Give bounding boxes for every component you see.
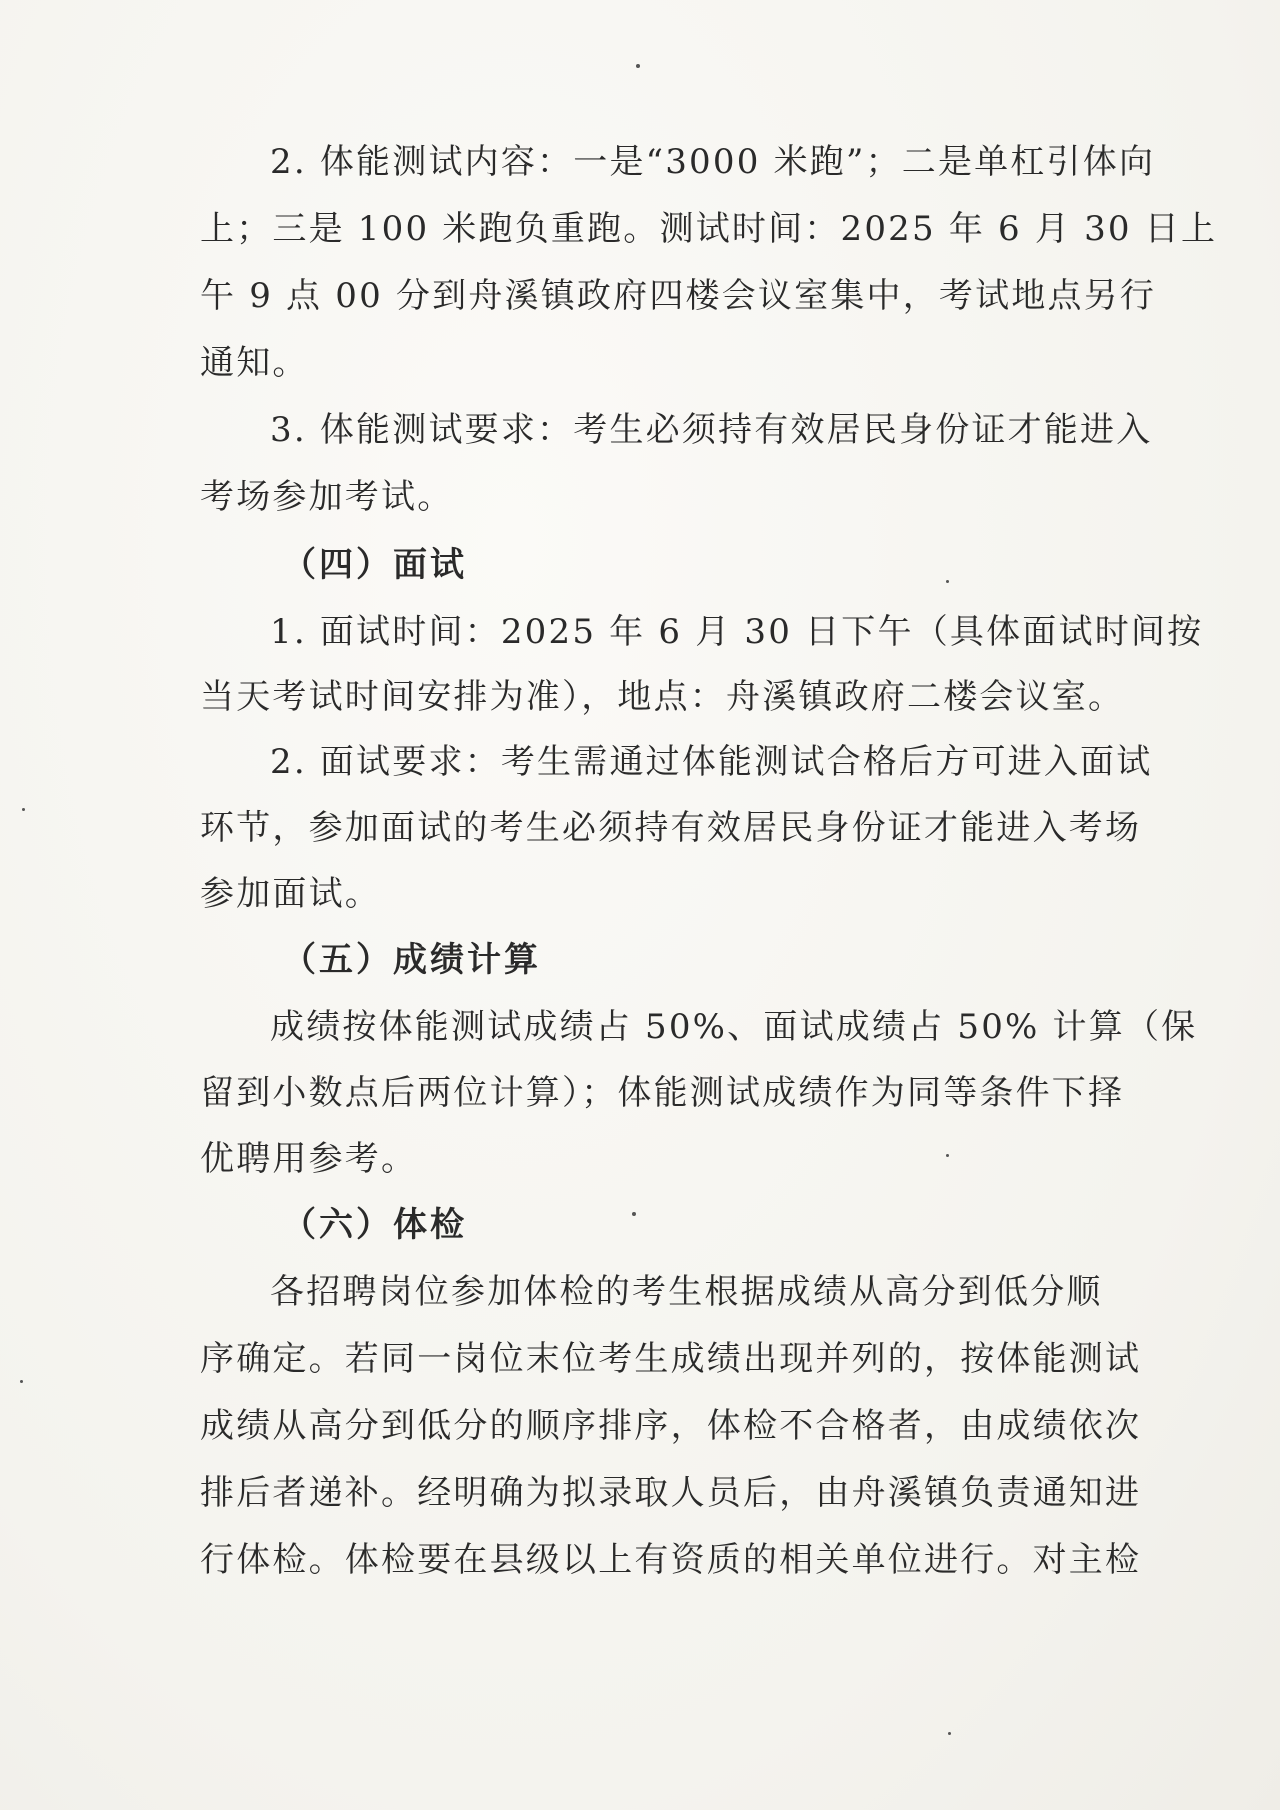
scan-speck	[22, 808, 25, 811]
body-text-line: 当天考试时间安排为准），地点：舟溪镇政府二楼会议室。	[200, 677, 1125, 717]
section-heading: （四）面试	[282, 545, 467, 585]
body-text-line: 留到小数点后两位计算）；体能测试成绩作为同等条件下择	[200, 1073, 1125, 1113]
scan-speck	[948, 1732, 951, 1735]
body-text-line: 2. 体能测试内容：一是“3000 米跑”；二是单杠引体向	[270, 142, 1156, 182]
body-text-line: 参加面试。	[200, 874, 381, 914]
body-text-line: 各招聘岗位参加体检的考生根据成绩从高分到低分顺	[270, 1272, 1103, 1312]
body-text-line: 上；三是 100 米跑负重跑。测试时间：2025 年 6 月 30 日上	[200, 209, 1218, 249]
body-text-line: 午 9 点 00 分到舟溪镇政府四楼会议室集中，考试地点另行	[200, 276, 1157, 316]
body-text-line: 3. 体能测试要求：考生必须持有效居民身份证才能进入	[270, 410, 1153, 450]
body-text-line: 成绩从高分到低分的顺序排序，体检不合格者，由成绩依次	[200, 1406, 1142, 1446]
body-text-line: 2. 面试要求：考生需通过体能测试合格后方可进入面试	[270, 742, 1153, 782]
scan-speck	[20, 1380, 23, 1383]
section-heading: （五）成绩计算	[282, 940, 541, 980]
body-text-line: 序确定。若同一岗位末位考生成绩出现并列的，按体能测试	[200, 1339, 1142, 1379]
body-text-line: 成绩按体能测试成绩占 50%、面试成绩占 50% 计算（保	[270, 1007, 1198, 1047]
body-text-line: 排后者递补。经明确为拟录取人员后，由舟溪镇负责通知进	[200, 1473, 1142, 1513]
body-text-line: 环节，参加面试的考生必须持有效居民身份证才能进入考场	[200, 808, 1142, 848]
body-text-line: 通知。	[200, 343, 309, 383]
body-text-line: 行体检。体检要在县级以上有资质的相关单位进行。对主检	[200, 1540, 1142, 1580]
section-heading: （六）体检	[282, 1205, 467, 1245]
scan-speck	[636, 64, 640, 68]
body-text-line: 优聘用参考。	[200, 1139, 418, 1179]
body-text-line: 考场参加考试。	[200, 477, 454, 517]
body-text-line: 1. 面试时间：2025 年 6 月 30 日下午（具体面试时间按	[270, 612, 1204, 652]
